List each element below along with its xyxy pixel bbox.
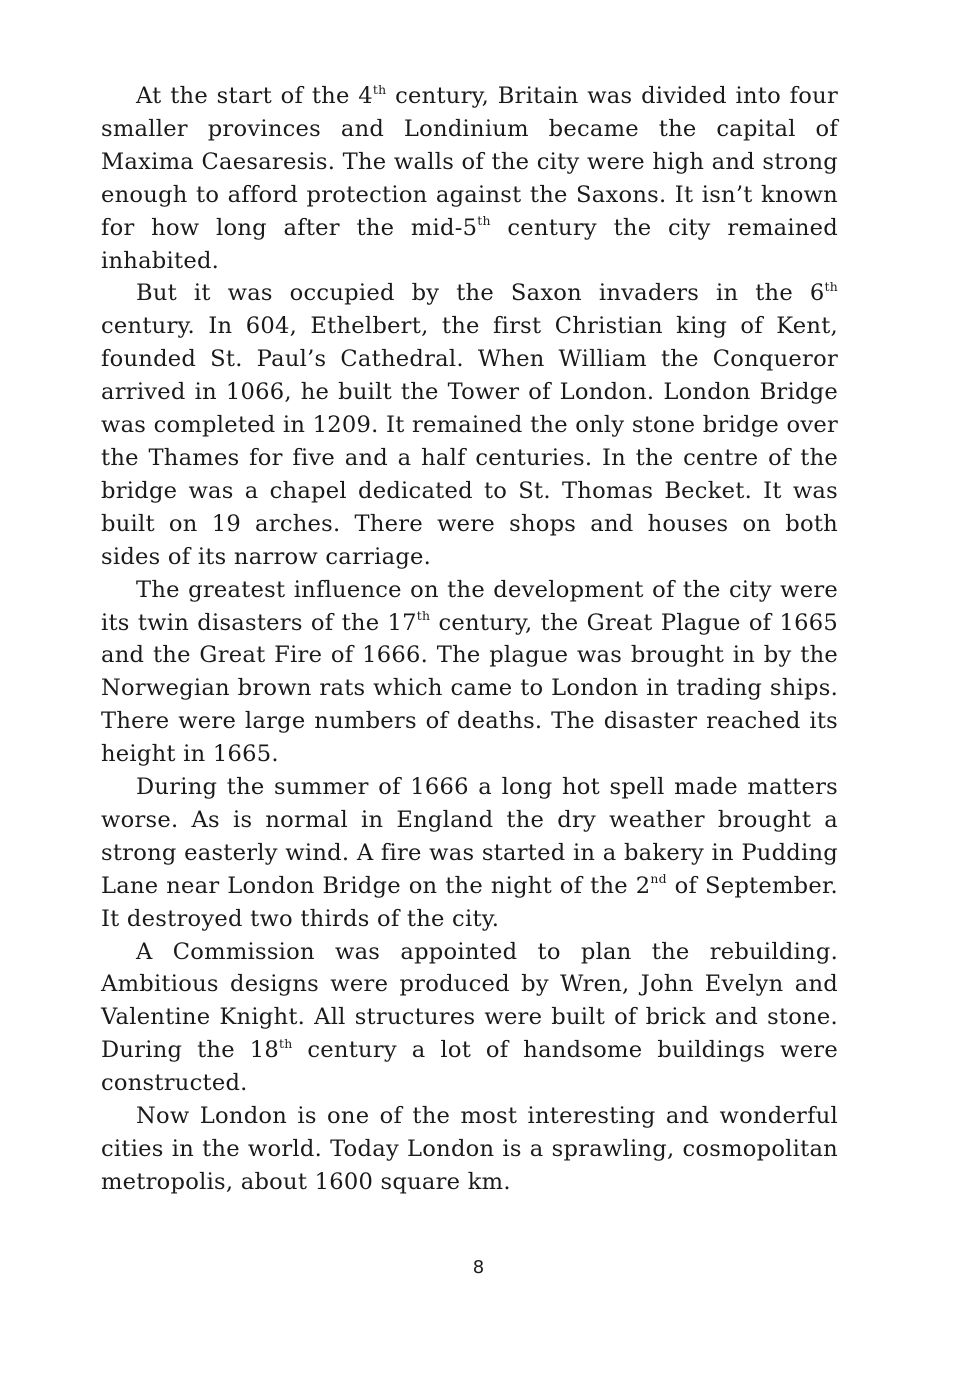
text-run: A Commission was appointed to plan the rebuilding. Ambitious designs were produced by Wren, John Evelyn and Valentine Knight. All structures were built of brick and stone. During the 18 [101,938,838,1064]
paragraph-5 [101,936,838,1101]
text-run: During the summer of 1666 a long hot spell made matters worse. As is normal in England the dry weather brought a strong easterly wind. A fire was started in a bakery in Pudding Lane near London Bridge on the night of the 2 [101,774,838,899]
text-run: century the city remained inhabited. [101,214,839,274]
text-run: Now London is one of the most interesting and wonderful cities in the world. Today London is a sprawling, cosmopolitan metropolis, about 1600 square km. [101,1103,838,1195]
page-number: 8 [472,1257,485,1278]
text-run: The greatest influence on the development of the city were its twin disasters of the 17 [101,576,838,636]
page-body [101,80,838,1199]
paragraph-2 [101,277,838,573]
text-run: At the start of the 4 [136,83,373,109]
text-run: But it was occupied by the Saxon invaders in the 6 [136,280,825,307]
ordinal-suffix: th [372,81,387,97]
paragraph-6 [101,1100,838,1199]
text-run: century a lot of handsome buildings were constructed. [101,1037,838,1097]
text-run: century, the Great Plague of 1665 and the Great Fire of 1666. The plague was brought in by the Norwegian brown rats which came to London in trading ships. There were large numbers of deaths. The disaster reached its height in 1665. [101,609,839,768]
paragraph-4 [101,771,838,936]
ordinal-suffix: nd [650,871,667,887]
text-run: century, Britain was divided into four smaller provinces and Londinium became the capital of Maxima Caesaresis. The walls of the city were high and strong enough to afford protection against the Saxons. It isn’t known for how long after the mid-5 [101,83,838,241]
text-run: of September. It destroyed two thirds of the city. [101,872,838,932]
ordinal-suffix: th [278,1035,293,1051]
ordinal-suffix: th [477,213,491,229]
paragraph-1 [101,80,838,277]
ordinal-suffix: th [824,279,838,295]
paragraph-3 [101,574,838,771]
text-run: century. In 604, Ethelbert, the first Christian king of Kent, founded St. Paul’s Cathedral. When William the Conqueror arrived in 1066, he built the Tower of London. London Bridge was completed in 1209. It remained the only stone bridge over the Thames for five and a half centuries. In the centre of the bridge was a chapel dedicated to St. Thomas Becket. It was built on 19 arches. There were shops and houses on both sides of its narrow carriage. [101,313,838,570]
ordinal-suffix: th [416,608,431,624]
